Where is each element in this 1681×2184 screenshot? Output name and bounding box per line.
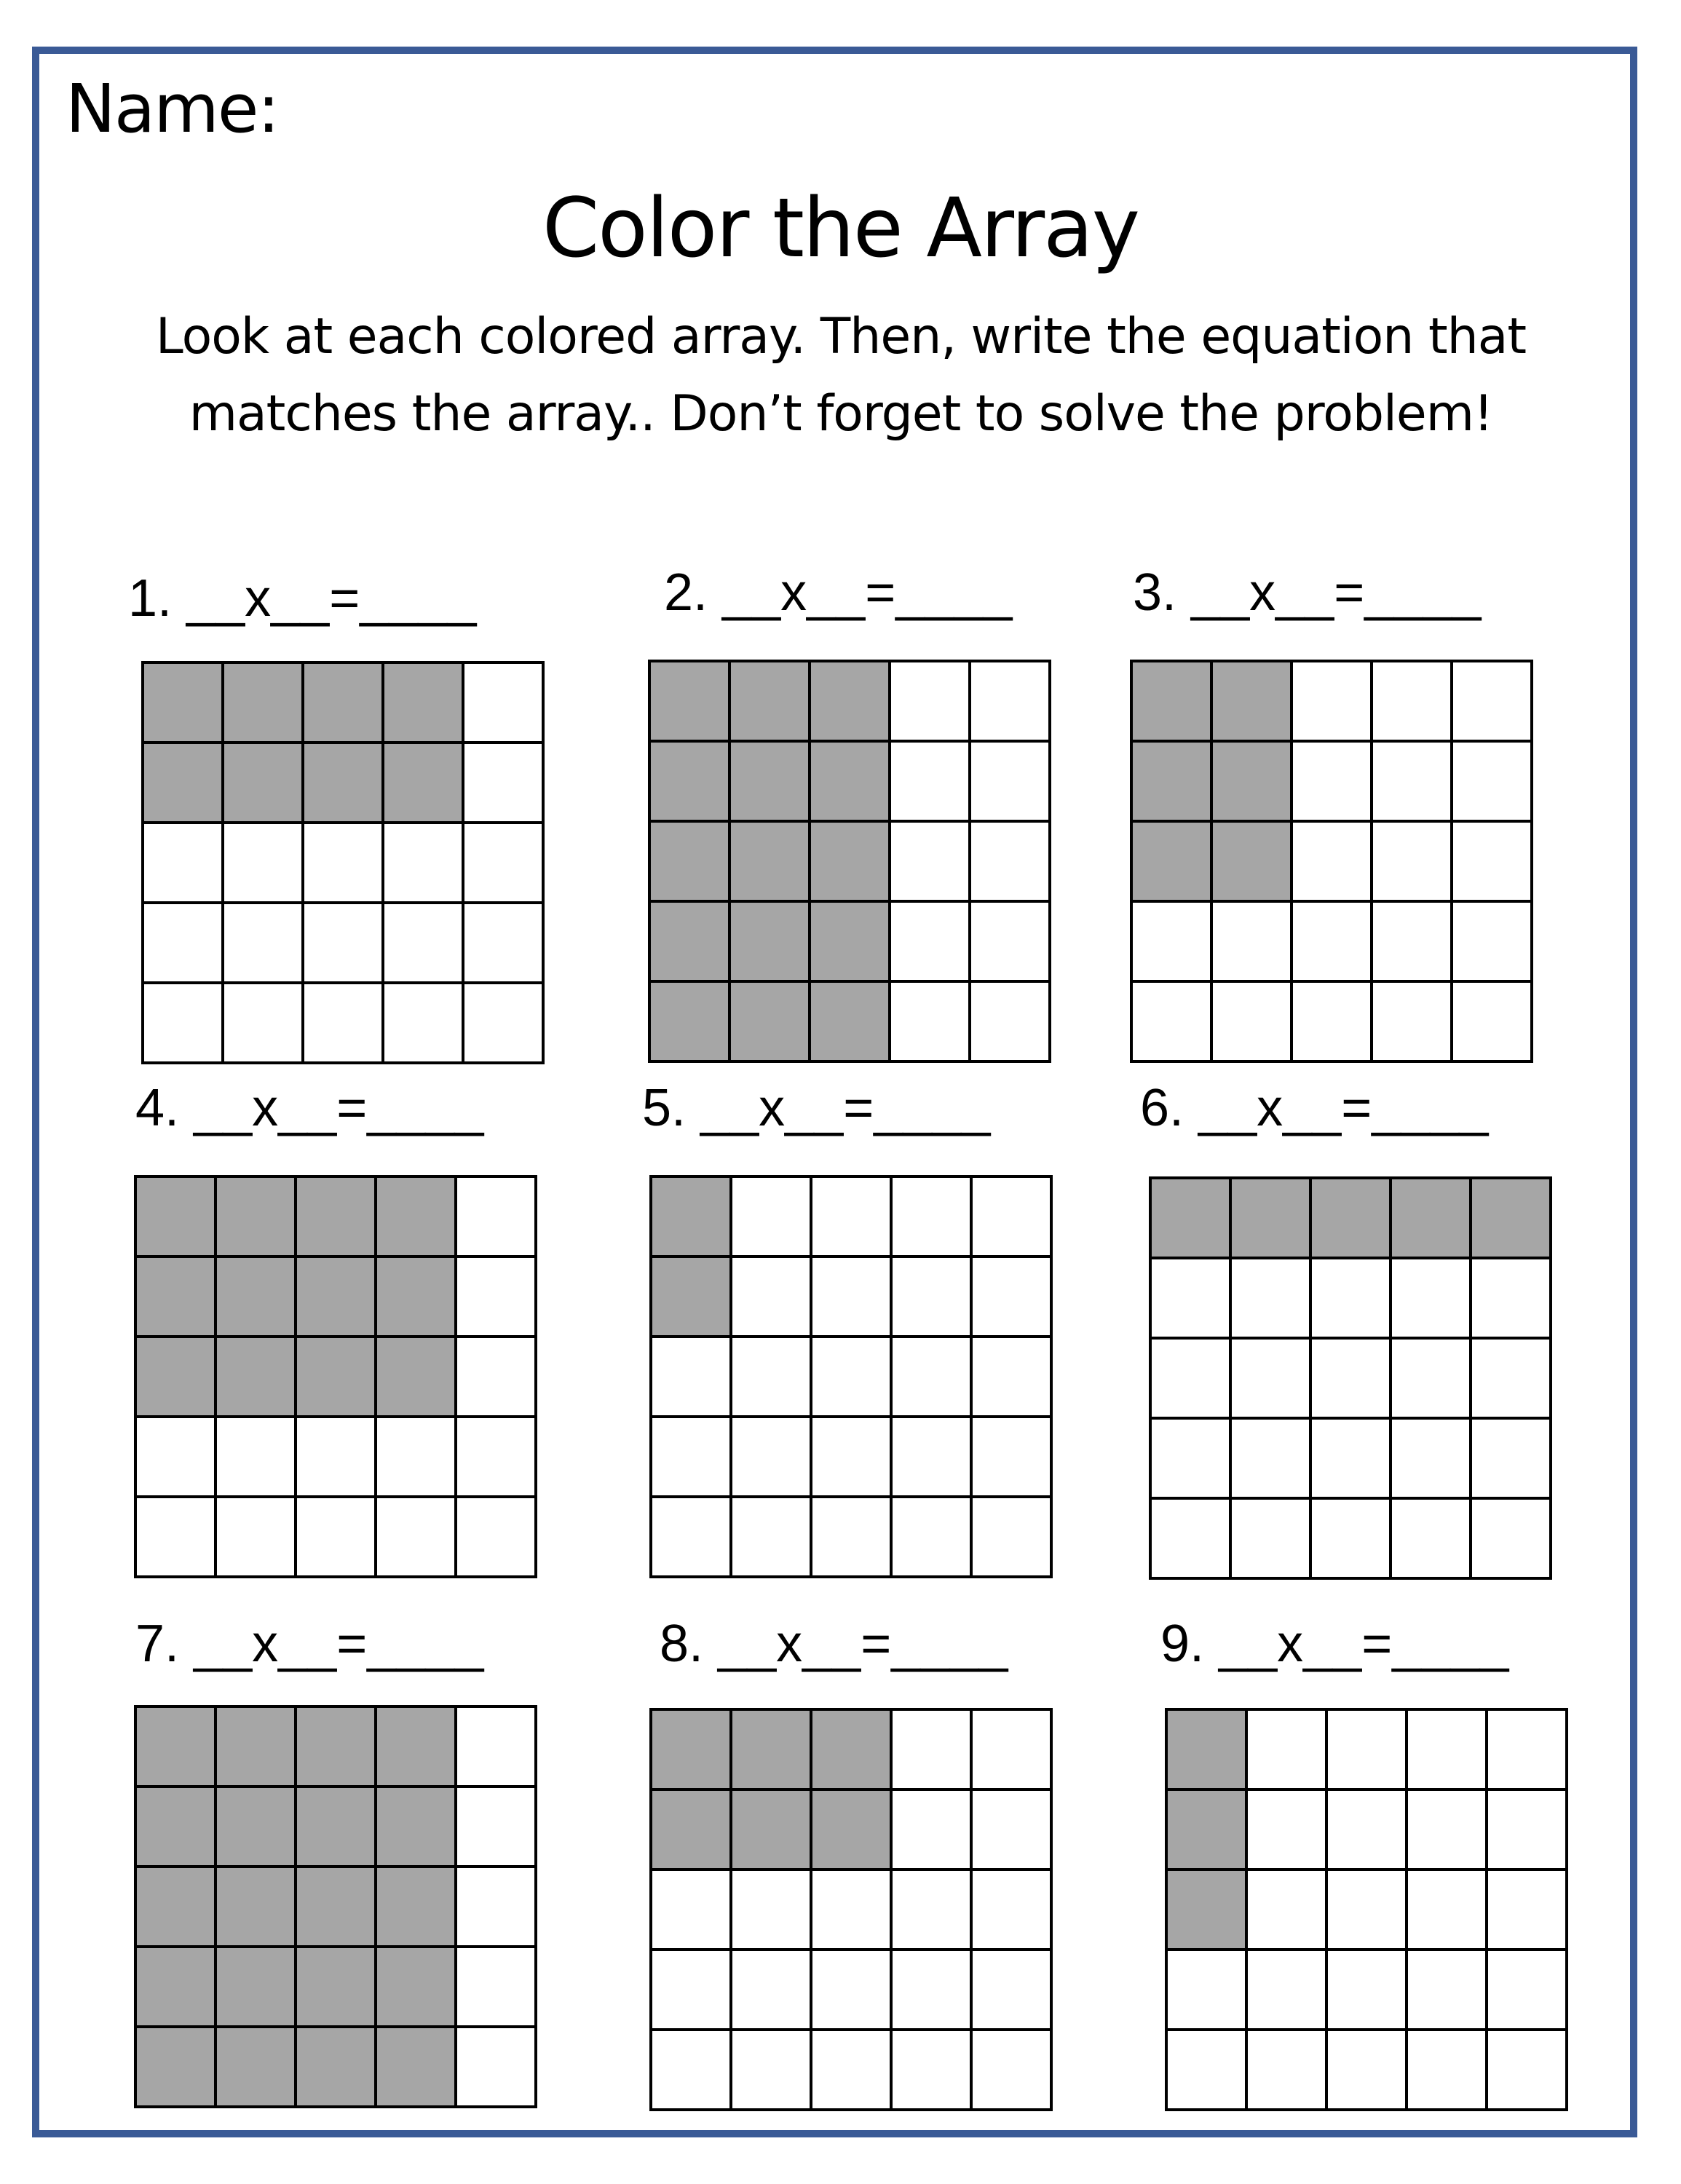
empty-cell[interactable] <box>812 1258 893 1338</box>
array-grid <box>1149 1176 1552 1580</box>
empty-cell[interactable] <box>1168 2031 1248 2111</box>
empty-cell[interactable] <box>217 1498 297 1578</box>
empty-cell[interactable] <box>1408 1711 1488 1791</box>
instructions-line: Look at each colored array. Then, write the equation that <box>155 308 1527 365</box>
empty-cell[interactable] <box>893 2031 973 2111</box>
shaded-cell[interactable] <box>297 1178 377 1258</box>
shaded-cell[interactable] <box>137 1338 217 1418</box>
shaded-cell[interactable] <box>377 1948 457 2028</box>
empty-cell[interactable] <box>1312 1340 1392 1420</box>
shaded-cell[interactable] <box>217 1708 297 1788</box>
empty-cell[interactable] <box>891 662 971 743</box>
empty-cell[interactable] <box>973 1338 1053 1418</box>
shaded-cell[interactable] <box>651 983 731 1063</box>
shaded-cell[interactable] <box>137 1868 217 1948</box>
empty-cell[interactable] <box>1373 903 1453 983</box>
empty-cell[interactable] <box>893 1418 973 1498</box>
empty-cell[interactable] <box>971 823 1051 903</box>
shaded-cell[interactable] <box>217 1178 297 1258</box>
empty-cell[interactable] <box>1328 1791 1408 1871</box>
empty-cell[interactable] <box>1293 662 1373 743</box>
empty-cell[interactable] <box>1248 1871 1328 1951</box>
empty-cell[interactable] <box>1453 823 1533 903</box>
shaded-cell[interactable] <box>217 2028 297 2108</box>
shaded-cell[interactable] <box>137 1178 217 1258</box>
empty-cell[interactable] <box>973 1498 1053 1578</box>
empty-cell[interactable] <box>812 1418 893 1498</box>
empty-cell[interactable] <box>812 1951 893 2031</box>
empty-cell[interactable] <box>137 1498 217 1578</box>
empty-cell[interactable] <box>893 1338 973 1418</box>
shaded-cell[interactable] <box>217 1948 297 2028</box>
empty-cell[interactable] <box>1328 1871 1408 1951</box>
empty-cell[interactable] <box>1472 1420 1552 1500</box>
empty-cell[interactable] <box>812 1871 893 1951</box>
empty-cell[interactable] <box>384 904 464 984</box>
empty-cell[interactable] <box>973 1791 1053 1871</box>
empty-cell[interactable] <box>377 1418 457 1498</box>
shaded-cell[interactable] <box>377 1868 457 1948</box>
empty-cell[interactable] <box>1373 662 1453 743</box>
shaded-cell[interactable] <box>1472 1179 1552 1259</box>
shaded-cell[interactable] <box>1168 1871 1248 1951</box>
shaded-cell[interactable] <box>732 1791 812 1871</box>
shaded-cell[interactable] <box>297 1258 377 1338</box>
empty-cell[interactable] <box>1328 2031 1408 2111</box>
shaded-cell[interactable] <box>217 1788 297 1868</box>
shaded-cell[interactable] <box>384 664 464 744</box>
empty-cell[interactable] <box>217 1418 297 1498</box>
empty-cell[interactable] <box>1232 1340 1312 1420</box>
empty-cell[interactable] <box>973 1178 1053 1258</box>
empty-cell[interactable] <box>1453 903 1533 983</box>
empty-cell[interactable] <box>973 1258 1053 1338</box>
empty-cell[interactable] <box>1293 823 1373 903</box>
empty-cell[interactable] <box>1472 1259 1552 1340</box>
shaded-cell[interactable] <box>1213 662 1293 743</box>
empty-cell[interactable] <box>304 824 384 904</box>
empty-cell[interactable] <box>893 1791 973 1871</box>
shaded-cell[interactable] <box>652 1258 732 1338</box>
empty-cell[interactable] <box>304 984 384 1064</box>
empty-cell[interactable] <box>812 1338 893 1418</box>
empty-cell[interactable] <box>893 1258 973 1338</box>
shaded-cell[interactable] <box>731 743 811 823</box>
shaded-cell[interactable] <box>297 1868 377 1948</box>
empty-cell[interactable] <box>652 1498 732 1578</box>
shaded-cell[interactable] <box>137 1258 217 1338</box>
shaded-cell[interactable] <box>1133 823 1213 903</box>
empty-cell[interactable] <box>1312 1420 1392 1500</box>
empty-cell[interactable] <box>464 744 545 824</box>
empty-cell[interactable] <box>457 1498 537 1578</box>
empty-cell[interactable] <box>812 1498 893 1578</box>
empty-cell[interactable] <box>1392 1420 1472 1500</box>
empty-cell[interactable] <box>973 1871 1053 1951</box>
empty-cell[interactable] <box>384 984 464 1064</box>
empty-cell[interactable] <box>1408 1871 1488 1951</box>
empty-cell[interactable] <box>1392 1340 1472 1420</box>
problem-label[interactable]: 7. __x__=____ <box>135 1615 484 1673</box>
empty-cell[interactable] <box>1488 1711 1568 1791</box>
shaded-cell[interactable] <box>811 823 891 903</box>
empty-cell[interactable] <box>1312 1259 1392 1340</box>
empty-cell[interactable] <box>652 1871 732 1951</box>
shaded-cell[interactable] <box>377 2028 457 2108</box>
array-grid <box>134 1705 537 2108</box>
empty-cell[interactable] <box>144 904 224 984</box>
shaded-cell[interactable] <box>651 743 731 823</box>
array-grid <box>649 1175 1053 1578</box>
shaded-cell[interactable] <box>144 664 224 744</box>
shaded-cell[interactable] <box>137 1948 217 2028</box>
shaded-cell[interactable] <box>811 743 891 823</box>
empty-cell[interactable] <box>971 983 1051 1063</box>
shaded-cell[interactable] <box>811 662 891 743</box>
shaded-cell[interactable] <box>1133 662 1213 743</box>
shaded-cell[interactable] <box>217 1338 297 1418</box>
shaded-cell[interactable] <box>1133 743 1213 823</box>
empty-cell[interactable] <box>137 1418 217 1498</box>
shaded-cell[interactable] <box>377 1178 457 1258</box>
problem-label[interactable]: 6. __x__=____ <box>1140 1079 1489 1137</box>
empty-cell[interactable] <box>464 664 545 744</box>
shaded-cell[interactable] <box>297 1788 377 1868</box>
empty-cell[interactable] <box>973 1711 1053 1791</box>
empty-cell[interactable] <box>457 1418 537 1498</box>
empty-cell[interactable] <box>893 1951 973 2031</box>
shaded-cell[interactable] <box>377 1788 457 1868</box>
empty-cell[interactable] <box>1293 903 1373 983</box>
empty-cell[interactable] <box>1373 743 1453 823</box>
empty-cell[interactable] <box>457 1258 537 1338</box>
empty-cell[interactable] <box>1213 903 1293 983</box>
empty-cell[interactable] <box>304 904 384 984</box>
empty-cell[interactable] <box>1453 662 1533 743</box>
empty-cell[interactable] <box>144 984 224 1064</box>
shaded-cell[interactable] <box>297 1948 377 2028</box>
shaded-cell[interactable] <box>304 744 384 824</box>
shaded-cell[interactable] <box>651 823 731 903</box>
empty-cell[interactable] <box>1373 823 1453 903</box>
array-grid <box>648 660 1051 1063</box>
shaded-cell[interactable] <box>224 664 304 744</box>
shaded-cell[interactable] <box>144 744 224 824</box>
empty-cell[interactable] <box>732 1871 812 1951</box>
empty-cell[interactable] <box>971 743 1051 823</box>
empty-cell[interactable] <box>1232 1500 1312 1580</box>
empty-cell[interactable] <box>652 1418 732 1498</box>
problem-label[interactable]: 2. __x__=____ <box>664 563 1013 622</box>
shaded-cell[interactable] <box>652 1791 732 1871</box>
shaded-cell[interactable] <box>137 1788 217 1868</box>
empty-cell[interactable] <box>1328 1951 1408 2031</box>
shaded-cell[interactable] <box>731 983 811 1063</box>
empty-cell[interactable] <box>457 2028 537 2108</box>
empty-cell[interactable] <box>457 1868 537 1948</box>
empty-cell[interactable] <box>732 1498 812 1578</box>
empty-cell[interactable] <box>1232 1420 1312 1500</box>
empty-cell[interactable] <box>377 1498 457 1578</box>
empty-cell[interactable] <box>891 743 971 823</box>
empty-cell[interactable] <box>973 2031 1053 2111</box>
empty-cell[interactable] <box>224 904 304 984</box>
empty-cell[interactable] <box>457 1948 537 2028</box>
empty-cell[interactable] <box>457 1338 537 1418</box>
shaded-cell[interactable] <box>731 662 811 743</box>
shaded-cell[interactable] <box>217 1258 297 1338</box>
shaded-cell[interactable] <box>732 1711 812 1791</box>
shaded-cell[interactable] <box>1152 1179 1232 1259</box>
empty-cell[interactable] <box>732 1418 812 1498</box>
shaded-cell[interactable] <box>651 662 731 743</box>
empty-cell[interactable] <box>1133 983 1213 1063</box>
shaded-cell[interactable] <box>377 1258 457 1338</box>
empty-cell[interactable] <box>973 1418 1053 1498</box>
shaded-cell[interactable] <box>651 903 731 983</box>
name-label: Name: <box>66 70 279 148</box>
shaded-cell[interactable] <box>297 2028 377 2108</box>
shaded-cell[interactable] <box>377 1338 457 1418</box>
empty-cell[interactable] <box>652 1338 732 1418</box>
shaded-cell[interactable] <box>811 983 891 1063</box>
empty-cell[interactable] <box>1328 1711 1408 1791</box>
empty-cell[interactable] <box>1152 1259 1232 1340</box>
array-grid <box>1130 660 1533 1063</box>
empty-cell[interactable] <box>652 2031 732 2111</box>
problem-label[interactable]: 4. __x__=____ <box>135 1079 484 1137</box>
empty-cell[interactable] <box>1488 1951 1568 2031</box>
empty-cell[interactable] <box>464 824 545 904</box>
empty-cell[interactable] <box>812 1178 893 1258</box>
shaded-cell[interactable] <box>1213 743 1293 823</box>
empty-cell[interactable] <box>1408 1791 1488 1871</box>
shaded-cell[interactable] <box>812 1711 893 1791</box>
empty-cell[interactable] <box>1248 2031 1328 2111</box>
shaded-cell[interactable] <box>297 1708 377 1788</box>
empty-cell[interactable] <box>457 1708 537 1788</box>
empty-cell[interactable] <box>1392 1259 1472 1340</box>
empty-cell[interactable] <box>1392 1500 1472 1580</box>
empty-cell[interactable] <box>1248 1791 1328 1871</box>
shaded-cell[interactable] <box>137 1708 217 1788</box>
instructions <box>109 298 1573 453</box>
empty-cell[interactable] <box>732 1178 812 1258</box>
empty-cell[interactable] <box>893 1871 973 1951</box>
shaded-cell[interactable] <box>384 744 464 824</box>
empty-cell[interactable] <box>732 2031 812 2111</box>
empty-cell[interactable] <box>1152 1500 1232 1580</box>
array-grid <box>134 1175 537 1578</box>
problem-label[interactable]: 3. __x__=____ <box>1133 563 1482 622</box>
shaded-cell[interactable] <box>297 1338 377 1418</box>
empty-cell[interactable] <box>1293 743 1373 823</box>
empty-cell[interactable] <box>1152 1340 1232 1420</box>
shaded-cell[interactable] <box>377 1708 457 1788</box>
empty-cell[interactable] <box>1472 1340 1552 1420</box>
empty-cell[interactable] <box>1152 1420 1232 1500</box>
page-title: Color the Array <box>542 181 1139 276</box>
empty-cell[interactable] <box>891 983 971 1063</box>
empty-cell[interactable] <box>464 984 545 1064</box>
shaded-cell[interactable] <box>812 1791 893 1871</box>
empty-cell[interactable] <box>1488 1871 1568 1951</box>
empty-cell[interactable] <box>812 2031 893 2111</box>
shaded-cell[interactable] <box>1168 1791 1248 1871</box>
empty-cell[interactable] <box>1488 1791 1568 1871</box>
empty-cell[interactable] <box>1248 1951 1328 2031</box>
empty-cell[interactable] <box>144 824 224 904</box>
empty-cell[interactable] <box>297 1498 377 1578</box>
shaded-cell[interactable] <box>1213 823 1293 903</box>
shaded-cell[interactable] <box>1392 1179 1472 1259</box>
empty-cell[interactable] <box>1213 983 1293 1063</box>
problem-label[interactable]: 1. __x__=____ <box>128 569 477 628</box>
empty-cell[interactable] <box>971 903 1051 983</box>
empty-cell[interactable] <box>1248 1711 1328 1791</box>
empty-cell[interactable] <box>224 824 304 904</box>
shaded-cell[interactable] <box>137 2028 217 2108</box>
empty-cell[interactable] <box>1408 1951 1488 2031</box>
empty-cell[interactable] <box>1133 903 1213 983</box>
array-grid <box>141 661 545 1064</box>
empty-cell[interactable] <box>384 824 464 904</box>
empty-cell[interactable] <box>732 1338 812 1418</box>
shaded-cell[interactable] <box>1312 1179 1392 1259</box>
shaded-cell[interactable] <box>811 903 891 983</box>
shaded-cell[interactable] <box>731 823 811 903</box>
problem-label[interactable]: 5. __x__=____ <box>642 1079 991 1137</box>
empty-cell[interactable] <box>893 1178 973 1258</box>
empty-cell[interactable] <box>297 1418 377 1498</box>
empty-cell[interactable] <box>1408 2031 1488 2111</box>
empty-cell[interactable] <box>971 662 1051 743</box>
empty-cell[interactable] <box>891 903 971 983</box>
shaded-cell[interactable] <box>304 664 384 744</box>
shaded-cell[interactable] <box>217 1868 297 1948</box>
shaded-cell[interactable] <box>1168 1711 1248 1791</box>
array-grid <box>649 1708 1053 2111</box>
empty-cell[interactable] <box>1373 983 1453 1063</box>
problem-label[interactable]: 9. __x__=____ <box>1160 1615 1509 1673</box>
empty-cell[interactable] <box>893 1498 973 1578</box>
empty-cell[interactable] <box>1168 1951 1248 2031</box>
empty-cell[interactable] <box>732 1951 812 2031</box>
shaded-cell[interactable] <box>1232 1179 1312 1259</box>
empty-cell[interactable] <box>1232 1259 1312 1340</box>
empty-cell[interactable] <box>973 1951 1053 2031</box>
problem-label[interactable]: 8. __x__=____ <box>660 1615 1008 1673</box>
empty-cell[interactable] <box>732 1258 812 1338</box>
empty-cell[interactable] <box>224 984 304 1064</box>
instructions-line: matches the array.. Don’t forget to solve the problem! <box>189 385 1493 443</box>
empty-cell[interactable] <box>457 1788 537 1868</box>
shaded-cell[interactable] <box>652 1178 732 1258</box>
empty-cell[interactable] <box>652 1951 732 2031</box>
shaded-cell[interactable] <box>731 903 811 983</box>
empty-cell[interactable] <box>1472 1500 1552 1580</box>
empty-cell[interactable] <box>1293 983 1373 1063</box>
empty-cell[interactable] <box>891 823 971 903</box>
shaded-cell[interactable] <box>224 744 304 824</box>
empty-cell[interactable] <box>1312 1500 1392 1580</box>
shaded-cell[interactable] <box>652 1711 732 1791</box>
empty-cell[interactable] <box>457 1178 537 1258</box>
empty-cell[interactable] <box>893 1711 973 1791</box>
empty-cell[interactable] <box>1453 983 1533 1063</box>
empty-cell[interactable] <box>464 904 545 984</box>
empty-cell[interactable] <box>1488 2031 1568 2111</box>
empty-cell[interactable] <box>1453 743 1533 823</box>
array-grid <box>1165 1708 1568 2111</box>
